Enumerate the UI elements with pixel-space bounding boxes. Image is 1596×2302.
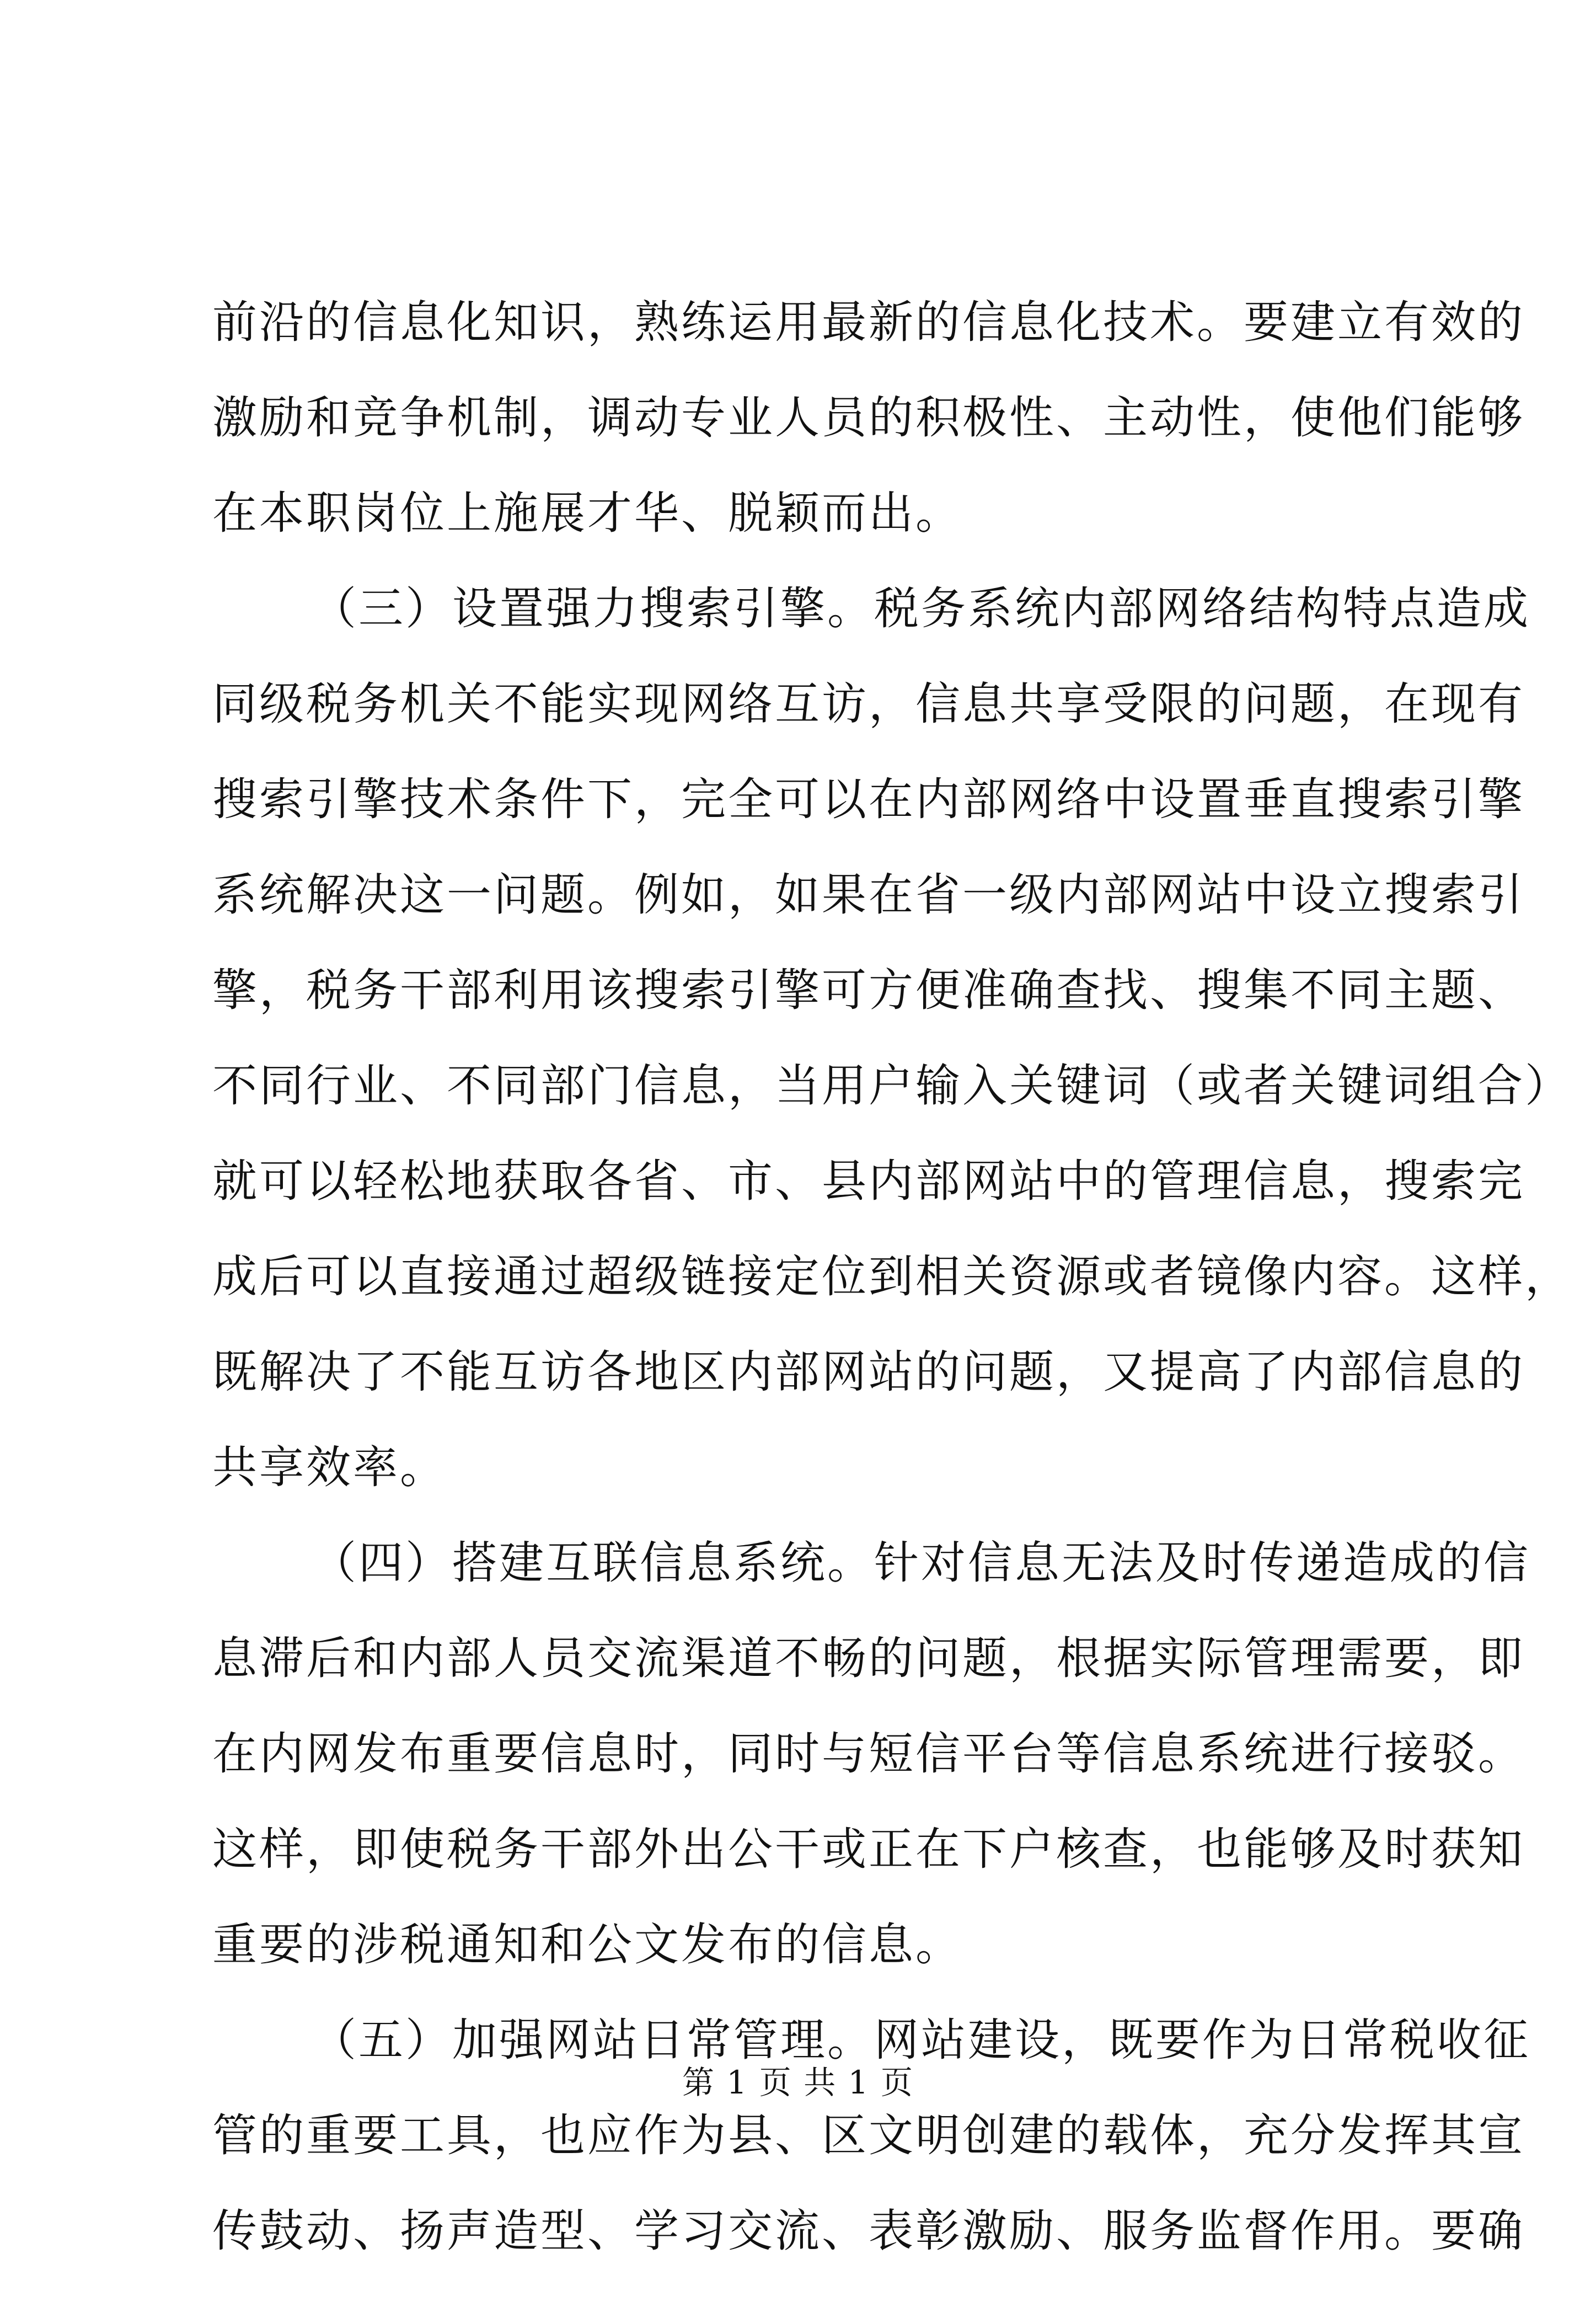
text-line: 管的重要工具，也应作为县、区文明创建的载体，充分发挥其宣 <box>212 2110 1525 2162</box>
text-line: 共享效率。 <box>212 1442 447 1494</box>
page-number-label: 第 1 页 共 1 页 <box>682 2064 914 2101</box>
text-line: 激励和竞争机制，调动专业人员的积极性、主动性，使他们能够 <box>212 392 1525 444</box>
text-line: 搜索引擎技术条件下，完全可以在内部网络中设置垂直搜索引擎 <box>212 774 1525 826</box>
paragraph-heading-line: （三）设置强力搜索引擎。税务系统内部网络结构特点造成 <box>312 583 1531 635</box>
text-line: 这样，即使税务干部外出公干或正在下户核查，也能够及时获知 <box>212 1824 1525 1876</box>
paragraph-heading-line: （五）加强网站日常管理。网站建设，既要作为日常税收征 <box>312 2015 1531 2066</box>
page-footer <box>0 2063 1596 2102</box>
text-line: 息滞后和内部人员交流渠道不畅的问题，根据实际管理需要，即 <box>212 1633 1525 1685</box>
text-line: 不同行业、不同部门信息，当用户输入关键词（或者关键词组合） <box>212 1060 1572 1112</box>
text-line: 擎，税务干部利用该搜索引擎可方便准确查找、搜集不同主题、 <box>212 965 1525 1017</box>
text-line: 在内网发布重要信息时，同时与短信平台等信息系统进行接驳。 <box>212 1728 1525 1780</box>
text-line: 重要的涉税通知和公文发布的信息。 <box>212 1919 963 1971</box>
text-line: 成后可以直接通过超级链接定位到相关资源或者镜像内容。这样， <box>212 1251 1572 1303</box>
paragraph-heading-line: （四）搭建互联信息系统。针对信息无法及时传递造成的信 <box>312 1537 1531 1589</box>
text-line: 前沿的信息化知识，熟练运用最新的信息化技术。要建立有效的 <box>212 297 1525 349</box>
text-line: 系统解决这一问题。例如，如果在省一级内部网站中设立搜索引 <box>212 869 1525 921</box>
text-line: 同级税务机关不能实现网络互访，信息共享受限的问题，在现有 <box>212 679 1525 730</box>
text-line: 就可以轻松地获取各省、市、县内部网站中的管理信息，搜索完 <box>212 1156 1525 1208</box>
text-line: 传鼓动、扬声造型、学习交流、表彰激励、服务监督作用。要确 <box>212 2205 1525 2257</box>
document-body <box>212 297 1572 2302</box>
text-line: 既解决了不能互访各地区内部网站的问题，又提高了内部信息的 <box>212 1347 1525 1398</box>
text-line: 在本职岗位上施展才华、脱颖而出。 <box>212 488 963 540</box>
